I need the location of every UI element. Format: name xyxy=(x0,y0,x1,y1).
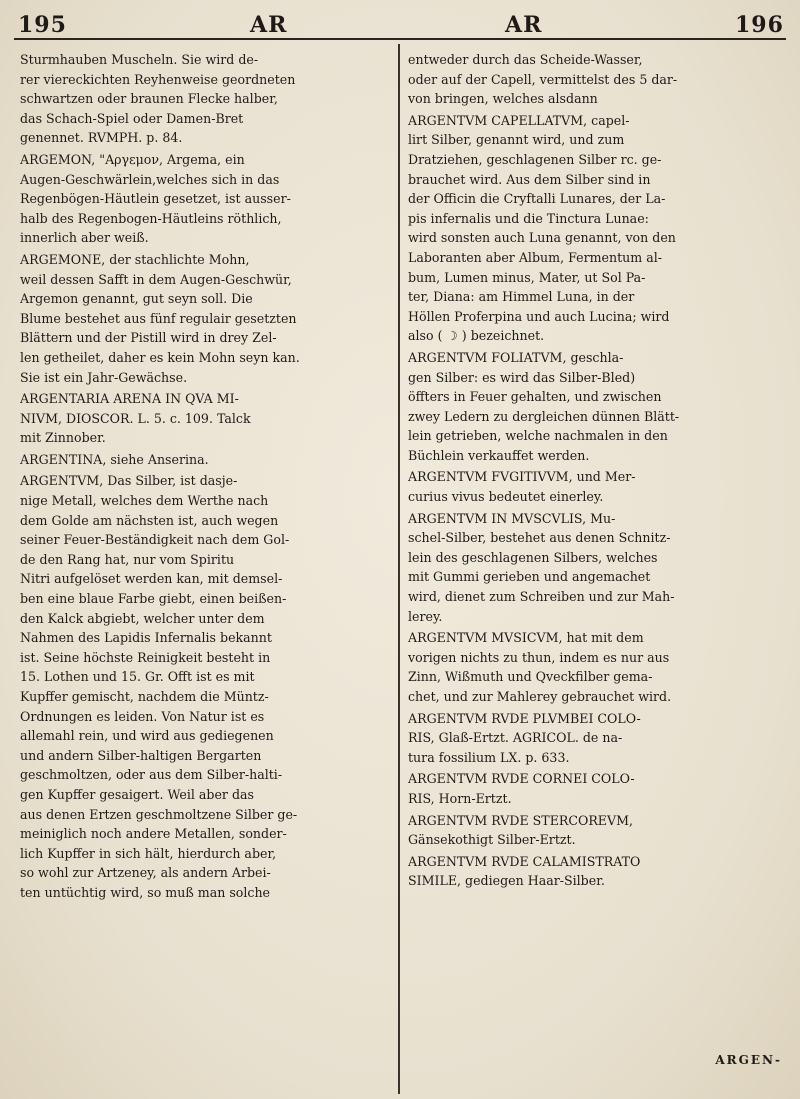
running-head-left: AR xyxy=(250,12,288,38)
page-number-right: 196 xyxy=(735,12,784,38)
entry-argentina: ARGENTINA, siehe Anserina. xyxy=(20,451,209,467)
entry-argentum-capellatum: ARGENTVM CAPELLATVM, capel- lirt Silber, genannt wird, und zum Dratziehen, geschlagenen Silber rc. ge- brauchet wird. Aus dem Silber sind in der Officin die Cryftalli Lunares, der La- pis infernalis und die Tinctura Lunae: wird sonsten auch Luna genannt, von den Laboranten aber Album, Fermentum al- bum, Lumen minus, Mater, ut Sol Pa- ter, Diana: am Himmel Luna, in der Höllen Proferpina und auch Lucina; wird also ( ☽ ) bezeichnet. xyxy=(408,112,676,344)
entry-argentum-rude-calamistrato: ARGENTVM RVDE CALAMISTRATO SIMILE, gediegen Haar-Silber. xyxy=(408,853,641,889)
entry-argentum-rude-stercoreum: ARGENTVM RVDE STERCOREVM, Gänsekothigt Silber-Ertzt. xyxy=(408,812,633,848)
entry-argentaria-arena: ARGENTARIA ARENA IN QVA MI- NIVM, DIOSCOR. L. 5. c. 109. Talck mit Zinnober. xyxy=(20,391,251,446)
column-divider xyxy=(398,44,400,1094)
entry-argentum-musicum: ARGENTVM MVSICVM, hat mit dem vorigen nichts zu thun, indem es nur aus Zinn, Wißmuth und Qveckfilber gema- chet, und zur Mahlerey gebrauchet wird. xyxy=(408,630,672,704)
entry-argentum-foliatum: ARGENTVM FOLIATVM, geschla- gen Silber: es wird das Silber-Bled) öffters in Feuer gehalten, und zwischen zwey Ledern zu dergleichen dünnen Blätt- lein getrieben, welche nachmalen in den Büchlein verkauffet werden. xyxy=(408,349,680,463)
entry-argentum-in-musculis: ARGENTVM IN MVSCVLIS, Mu- schel-Silber, bestehet aus denen Schnitz- lein des geschlagenen Silbers, welches mit Gummi gerieben und angemachet wird, dienet zum Schreiben und zur Mah- lerey. xyxy=(408,510,675,624)
left-column xyxy=(20,50,388,903)
entry-argentum-continuation: entweder durch das Scheide-Wasser, oder auf der Capell, vermittelst des 5 dar- von bringen, welches alsdann xyxy=(408,52,678,107)
entry-argentum-rude-plumbei: ARGENTVM RVDE PLVMBEI COLO- RIS, Glaß-Ertzt. AGRICOL. de na- tura fossilium LX. p. 633. xyxy=(408,710,641,765)
entry-argemon: ARGEMON, "Αργεμον, Argema, ein Augen-Geschwärlein,welches sich in das Regenbögen-Häutlein gesetzet, ist ausser- halb des Regenbogen-Häutleins röthlich, innerlich aber weiß. xyxy=(20,151,291,246)
page-header xyxy=(0,8,800,38)
entry-argentum-fugitivum: ARGENTVM FVGITIVVM, und Mer- curius vivus bedeutet einerley. xyxy=(408,469,636,505)
running-head-right: AR xyxy=(505,12,543,38)
entry-argentum: ARGENTVM, Das Silber, ist dasje- nige Metall, welches dem Werthe nach dem Golde am nächsten ist, auch wegen seiner Feuer-Beständigkeit nach dem Gol- de den Rang hat, nur vom Spiritu Nitri aufgelöset werden kan, mit demsel- ben eine blaue Farbe giebt, einen beißen- den Kalck abgiebt, welcher unter dem Nahmen des Lapidis Infernalis bekannt ist. Seine höchste Reinigkeit besteht in 15. Lothen und 15. Gr. Offt ist es mit Kupffer gemischt, nachdem die Müntz- Ordnungen es leiden. Von Natur ist es allemahl rein, und wird aus gediegenen und andern Silber-haltigen Bergarten geschmoltzen, oder aus dem Silber-halti- gen Kupffer gesaigert. Weil aber das aus denen Ertzen geschmoltzene Silber ge- meiniglich noch andere Metallen, sonder- lich Kupffer in sich hält, hierdurch aber, so wohl zur Artzeney, als andern Arbei- ten untüchtig wird, so muß man solche xyxy=(20,473,298,900)
entry-argemone: ARGEMONE, der stachlichte Mohn, weil dessen Safft in dem Augen-Geschwür, Argemon genannt, gut seyn soll. Die Blume bestehet aus fünf regulair gesetzten Blättern und der Pistill wird in drey Zel- len getheilet, daher es kein Mohn seyn kan. Sie ist ein Jahr-Gewächse. xyxy=(20,251,300,385)
page-number-left: 195 xyxy=(18,12,67,38)
right-column xyxy=(408,50,784,891)
entry-argentum-rude-cornei: ARGENTVM RVDE CORNEI COLO- RIS, Horn-Ertzt. xyxy=(408,771,635,806)
header-rule xyxy=(14,38,786,40)
entry-sturmhauben-continuation: Sturmhauben Muscheln. Sie wird de- rer viereckichten Reyhenweise geordneten schwartzen oder braunen Flecke halber, das Schach-Spiel oder Damen-Bret genennet. RVMPH. p. 84. xyxy=(20,52,296,146)
catchword: ARGEN- xyxy=(715,1053,782,1067)
